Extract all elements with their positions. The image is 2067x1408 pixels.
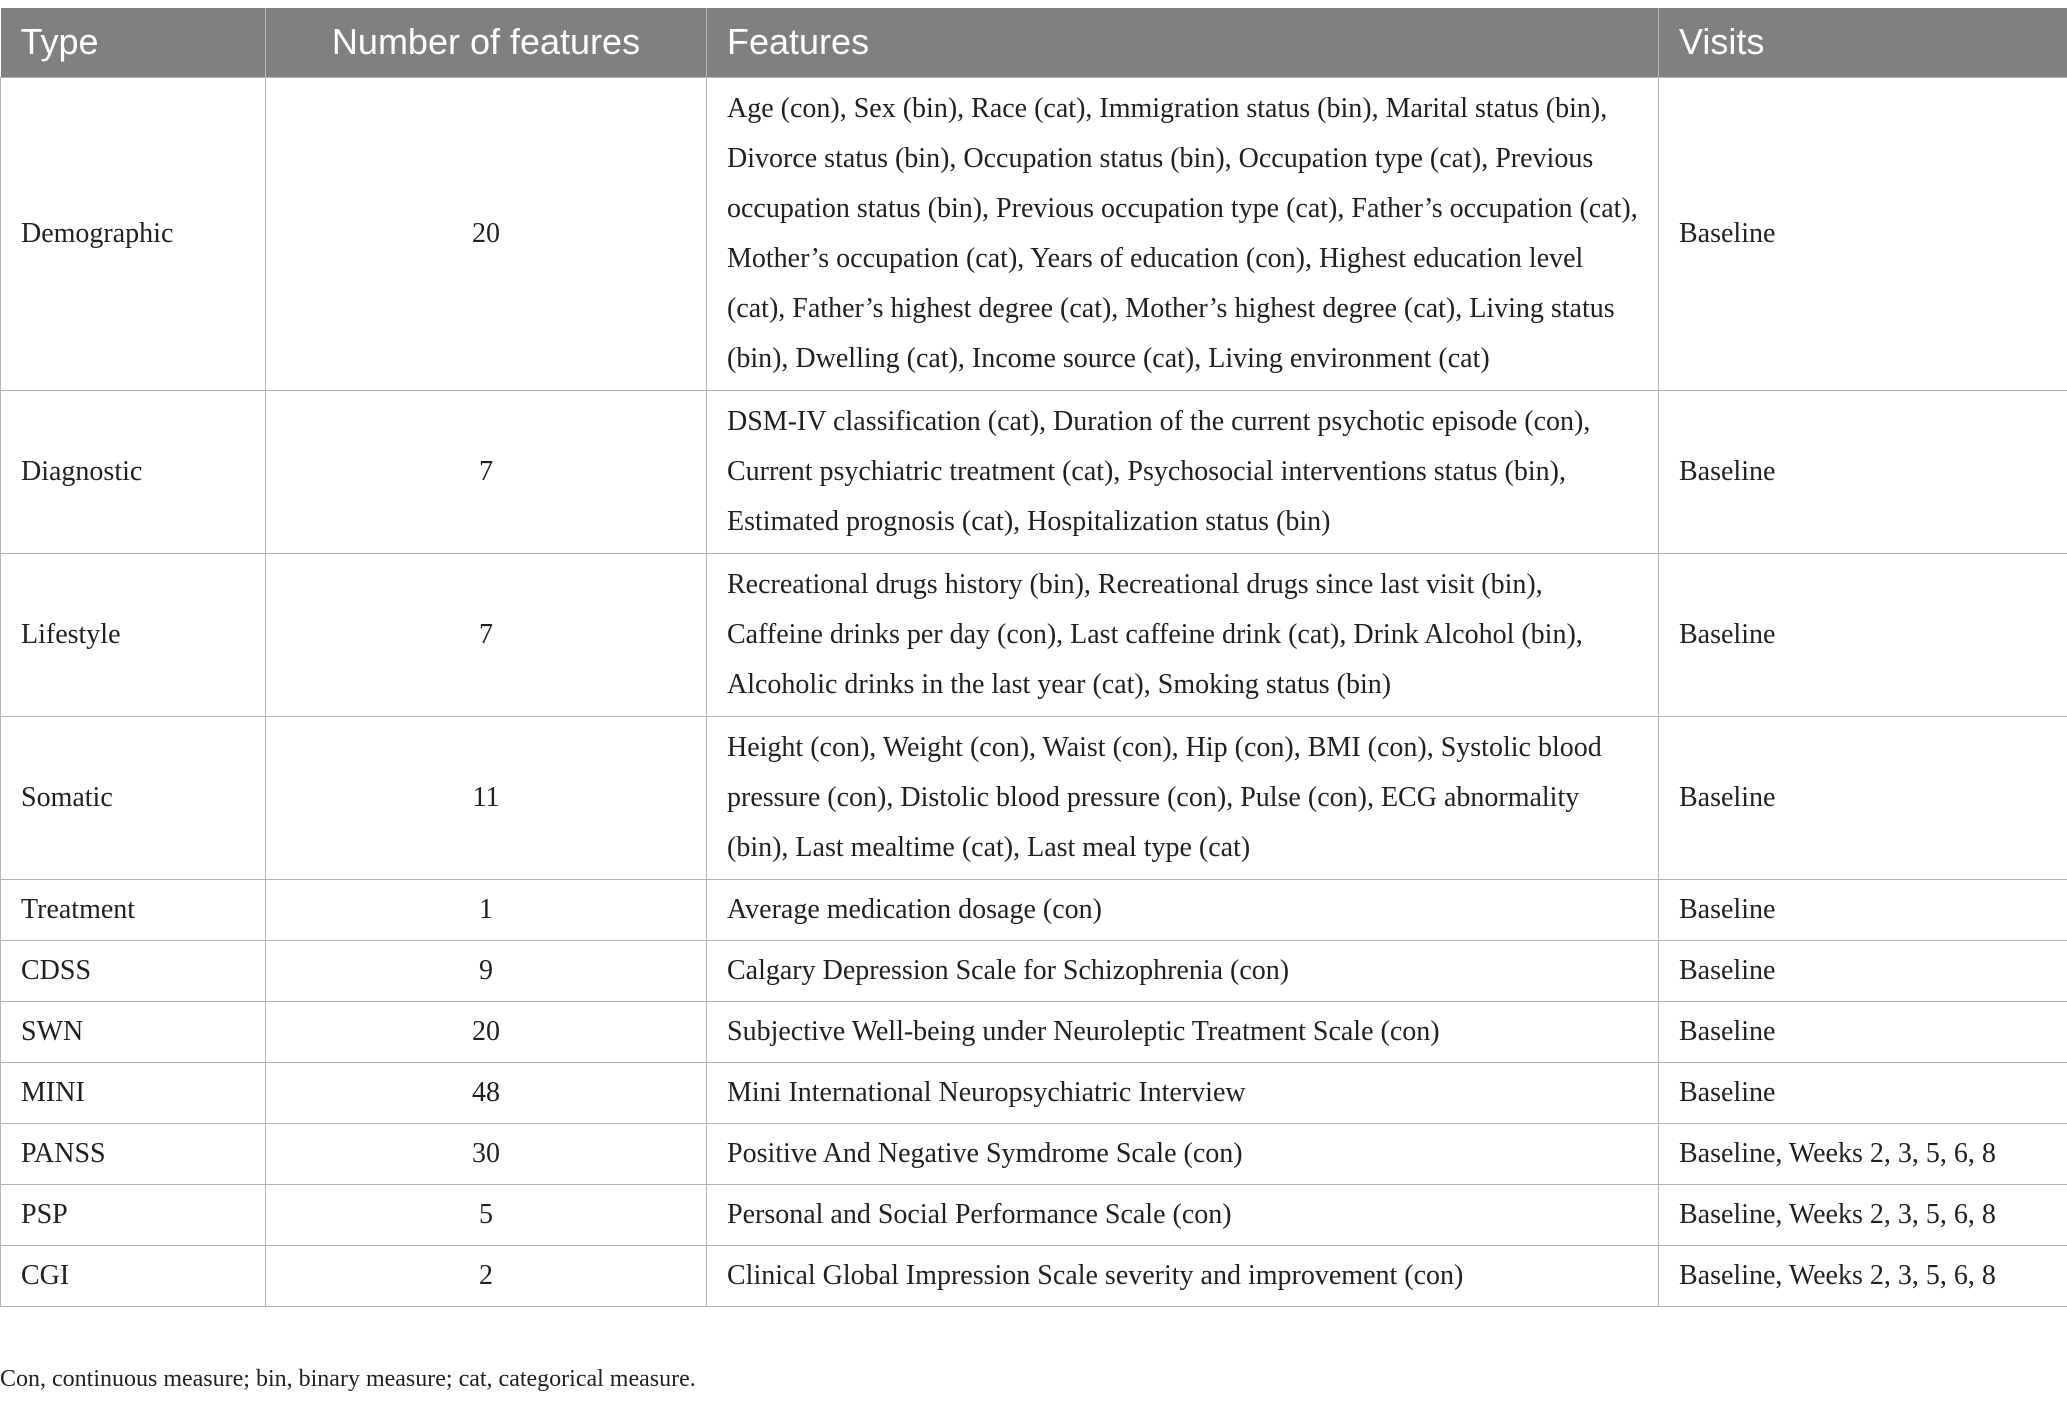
table-row: [1, 1001, 2067, 1062]
header-type: Type: [1, 8, 266, 77]
cell-visits: Baseline, Weeks 2, 3, 5, 6, 8: [1659, 1123, 2067, 1184]
cell-count: 1: [266, 879, 707, 940]
features-table-container: [0, 8, 2067, 1307]
header-features: Features: [707, 8, 1659, 77]
cell-type: Diagnostic: [1, 390, 266, 553]
cell-count: 30: [266, 1123, 707, 1184]
cell-visits: Baseline: [1659, 390, 2067, 553]
cell-visits: Baseline: [1659, 1062, 2067, 1123]
cell-type: SWN: [1, 1001, 266, 1062]
cell-features: DSM-IV classification (cat), Duration of the current psychotic episode (con), Current psychiatric treatment (cat), Psychosocial interventions status (bin), Estimated prognosis (cat), Hospitalization status (bin): [707, 390, 1659, 553]
cell-visits: Baseline: [1659, 553, 2067, 716]
cell-features: Average medication dosage (con): [707, 879, 1659, 940]
cell-features: Height (con), Weight (con), Waist (con), Hip (con), BMI (con), Systolic blood pressure (con), Distolic blood pressure (con), Pulse (con), ECG abnormality (bin), Last mealtime (cat), Last meal type (cat): [707, 716, 1659, 879]
cell-type: CGI: [1, 1245, 266, 1306]
cell-features: Mini International Neuropsychiatric Interview: [707, 1062, 1659, 1123]
table-row: [1, 77, 2067, 390]
cell-count: 9: [266, 940, 707, 1001]
table-row: [1, 1184, 2067, 1245]
header-number-of-features: Number of features: [266, 8, 707, 77]
cell-count: 11: [266, 716, 707, 879]
cell-count: 7: [266, 390, 707, 553]
table-row: [1, 390, 2067, 553]
table-row: [1, 716, 2067, 879]
cell-visits: Baseline, Weeks 2, 3, 5, 6, 8: [1659, 1245, 2067, 1306]
table-row: [1, 1062, 2067, 1123]
cell-visits: Baseline: [1659, 1001, 2067, 1062]
cell-features: Personal and Social Performance Scale (con): [707, 1184, 1659, 1245]
cell-features: Age (con), Sex (bin), Race (cat), Immigration status (bin), Marital status (bin), Divorce status (bin), Occupation status (bin), Occupation type (cat), Previous occupation status (bin), Previous occupation type (cat), Father’s occupation (cat), Mother’s occupation (cat), Years of education (con), Highest education level (cat), Father’s highest degree (cat), Mother’s highest degree (cat), Living status (bin), Dwelling (cat), Income source (cat), Living environment (cat): [707, 77, 1659, 390]
cell-visits: Baseline: [1659, 940, 2067, 1001]
cell-features: Subjective Well-being under Neuroleptic Treatment Scale (con): [707, 1001, 1659, 1062]
cell-count: 48: [266, 1062, 707, 1123]
cell-features: Recreational drugs history (bin), Recreational drugs since last visit (bin), Caffeine drinks per day (con), Last caffeine drink (cat), Drink Alcohol (bin), Alcoholic drinks in the last year (cat), Smoking status (bin): [707, 553, 1659, 716]
table-header: [1, 8, 2067, 77]
table-row: [1, 1123, 2067, 1184]
cell-features: Calgary Depression Scale for Schizophrenia (con): [707, 940, 1659, 1001]
cell-type: Treatment: [1, 879, 266, 940]
cell-visits: Baseline: [1659, 716, 2067, 879]
table-row: [1, 879, 2067, 940]
cell-type: PANSS: [1, 1123, 266, 1184]
cell-type: Demographic: [1, 77, 266, 390]
cell-visits: Baseline, Weeks 2, 3, 5, 6, 8: [1659, 1184, 2067, 1245]
cell-visits: Baseline: [1659, 879, 2067, 940]
header-row: [1, 8, 2067, 77]
cell-visits: Baseline: [1659, 77, 2067, 390]
table-row: [1, 553, 2067, 716]
cell-count: 7: [266, 553, 707, 716]
cell-type: MINI: [1, 1062, 266, 1123]
features-table: [0, 8, 2067, 1307]
cell-type: PSP: [1, 1184, 266, 1245]
cell-count: 5: [266, 1184, 707, 1245]
cell-features: Clinical Global Impression Scale severity and improvement (con): [707, 1245, 1659, 1306]
header-visits: Visits: [1659, 8, 2067, 77]
cell-type: CDSS: [1, 940, 266, 1001]
table-footnote: Con, continuous measure; bin, binary measure; cat, categorical measure.: [0, 1366, 696, 1392]
cell-type: Somatic: [1, 716, 266, 879]
table-row: [1, 1245, 2067, 1306]
cell-count: 20: [266, 77, 707, 390]
cell-count: 20: [266, 1001, 707, 1062]
table-body: [1, 77, 2067, 1306]
cell-features: Positive And Negative Symdrome Scale (con): [707, 1123, 1659, 1184]
cell-count: 2: [266, 1245, 707, 1306]
table-row: [1, 940, 2067, 1001]
cell-type: Lifestyle: [1, 553, 266, 716]
